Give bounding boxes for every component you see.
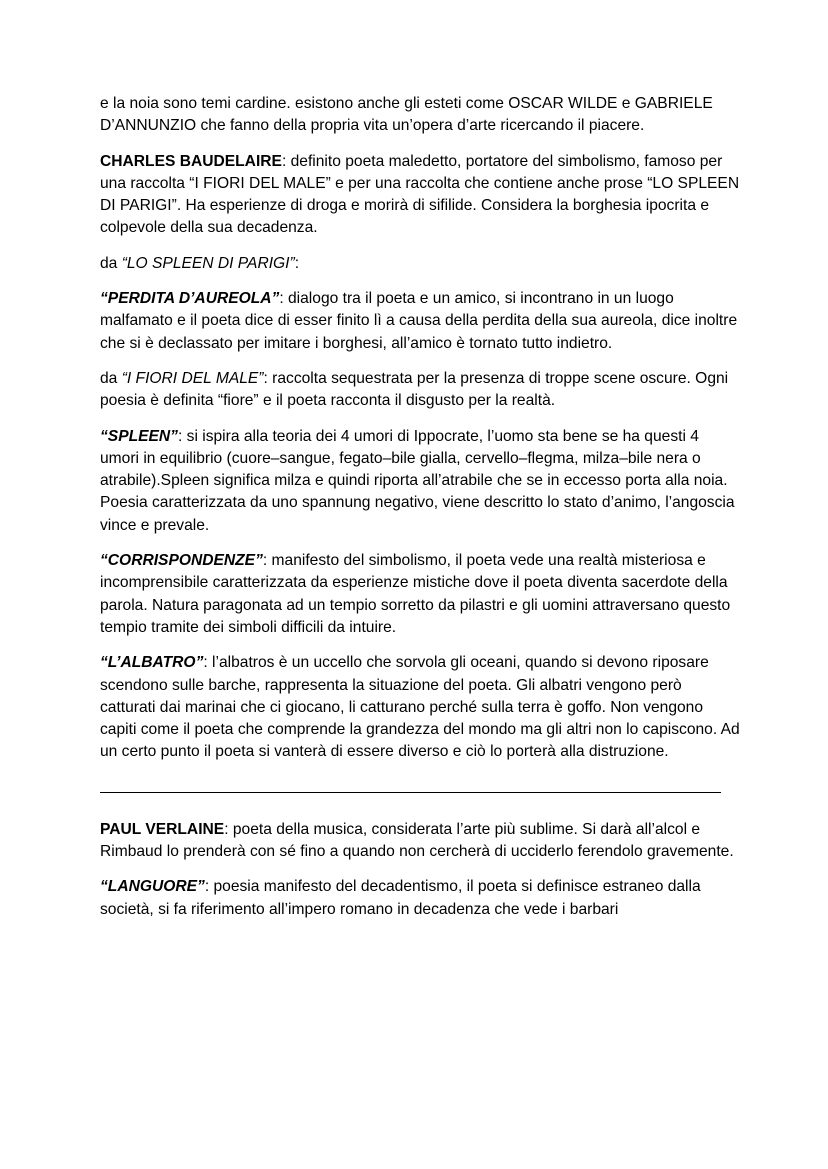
paragraph-text: e la noia sono temi cardine. esistono anche gli esteti come OSCAR WILDE e GABRIELE D’ANNUNZIO che fanno della propria vita un’opera d’arte ricercando il piacere. — [100, 95, 713, 135]
paragraph-fiori-del-male — [100, 368, 740, 413]
paragraph-text: : poeta della musica, considerata l’arte più sublime. Si darà all’alcol e Rimbaud lo prenderà con sé fino a quando non cercherà di ucciderlo ferendolo gravemente. — [100, 820, 734, 861]
poem-title: “LANGUORE” — [100, 878, 205, 896]
work-title: “I FIORI DEL MALE” — [121, 369, 264, 387]
poem-title: “PERDITA D’AUREOLA” — [100, 290, 280, 308]
paragraph-verlaine — [100, 819, 740, 864]
paragraph-text: : poesia manifesto del decadentismo, il poeta si definisce estraneo dalla società, si fa riferimento all’impero romano in decadenza che vede i barbari — [100, 878, 701, 918]
work-title: “LO SPLEEN DI PARIGI” — [121, 254, 295, 272]
paragraph-prefix: da — [100, 369, 122, 387]
author-name: CHARLES BAUDELAIRE — [100, 152, 282, 170]
paragraph-suffix: : — [294, 254, 300, 272]
paragraph-text: : raccolta sequestrata per la presenza di troppe scene oscure. Ogni poesia è definita “fiore” e il poeta racconta il disgusto per la realtà. — [100, 369, 729, 410]
paragraph-text: : manifesto del simbolismo, il poeta vede una realtà misteriosa e incomprensibile caratterizzata da esperienze mistiche dove il poeta diventa sacerdote della parola. Natura paragonata ad un tempio sorretto da pilastri e gli uomini attraversano questo tempio tramite dei simboli difficili da intuire. — [100, 552, 731, 636]
paragraph-spleen — [100, 426, 740, 537]
document-page — [100, 93, 740, 934]
paragraph-text: : dialogo tra il poeta e un amico, si incontrano in un luogo malfamato e il poeta dice di esser finito lì a causa della perdita della sua aureola, dice inoltre che si è declassato per imitare i borghesi, all’amico è tornato tutto indietro. — [100, 290, 738, 352]
author-name: PAUL VERLAINE — [100, 820, 225, 838]
paragraph-perdita-aureola — [100, 288, 740, 355]
horizontal-divider — [100, 792, 721, 793]
paragraph-languore — [100, 876, 740, 921]
poem-title: “SPLEEN” — [100, 427, 178, 445]
paragraph-intro — [100, 93, 740, 138]
paragraph-spleen-parigi-heading — [100, 253, 740, 275]
paragraph-albatro — [100, 652, 740, 763]
paragraph-prefix: da — [100, 254, 122, 272]
poem-title: “CORRISPONDENZE” — [100, 552, 263, 570]
paragraph-text: : si ispira alla teoria dei 4 umori di Ippocrate, l’uomo sta bene se ha questi 4 umori in equilibrio (cuore–sangue, fegato–bile gialla, cervello–flegma, milza–bile nera o atrabile).Spleen significa milza e quindi riporta all’atrabile che se in eccesso porta alla noia. Poesia caratterizzata da uno spannung negativo, viene descritto lo stato d’animo, l’angoscia vince e prevale. — [100, 427, 735, 534]
paragraph-baudelaire — [100, 151, 740, 240]
paragraph-text: : definito poeta maledetto, portatore del simbolismo, famoso per una raccolta “I FIORI DEL MALE” e per una raccolta che contiene anche prose “LO SPLEEN DI PARIGI”. Ha esperienze di droga e morirà di sifilide. Considera la borghesia ipocrita e colpevole della sua decadenza. — [100, 152, 740, 237]
paragraph-corrispondenze — [100, 550, 740, 639]
paragraph-text: : l’albatros è un uccello che sorvola gli oceani, quando si devono riposare scendono sulle barche, rappresenta la situazione del poeta. Gli albatri vengono però catturati dai marinai che ci giocano, li catturano perché sulla terra è goffo. Non vengono capiti come il poeta che comprende la grandezza del mondo ma gli altri non lo capiscono. Ad un certo punto il poeta si vanterà di essere diverso e ciò lo porterà alla distruzione. — [100, 654, 740, 761]
poem-title: “L’ALBATRO” — [100, 654, 204, 672]
